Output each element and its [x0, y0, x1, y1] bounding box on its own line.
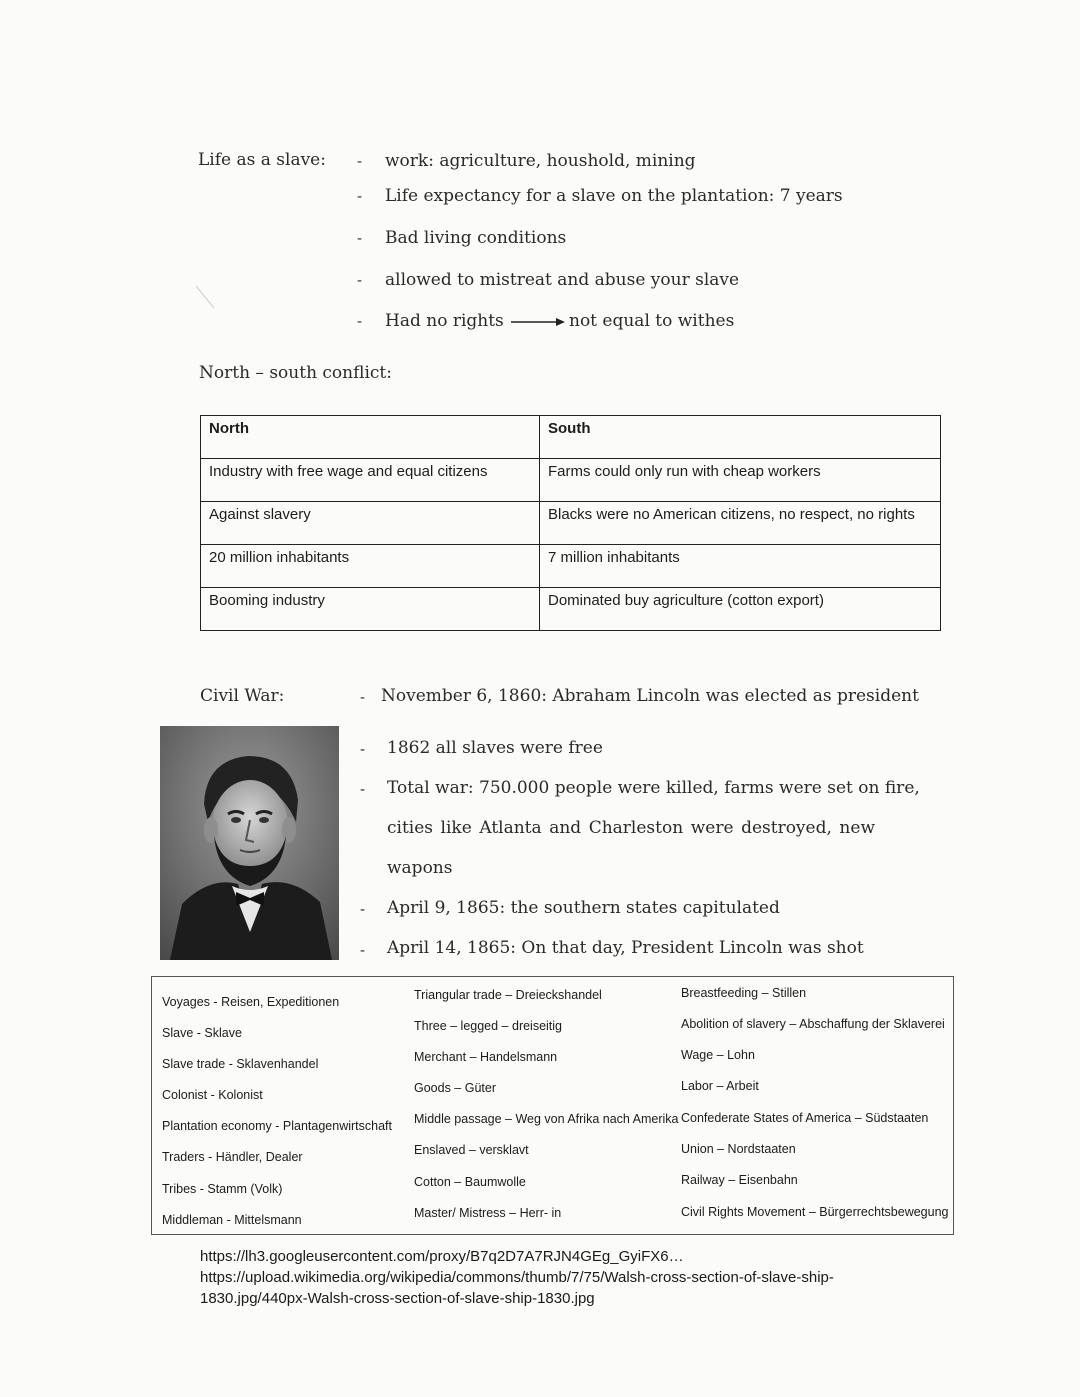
- vocab-item: Wage – Lohn: [681, 1048, 755, 1062]
- civil-war-item: April 14, 1865: On that day, President Lincoln was shot: [387, 938, 864, 958]
- source-link[interactable]: https://lh3.googleusercontent.com/proxy/B7q2D7A7RJN4GEg_GyiFX6…: [200, 1248, 684, 1265]
- table-cell-north: Against slavery: [209, 506, 311, 523]
- lincoln-portrait: [160, 726, 339, 960]
- table-header-south: South: [539, 416, 940, 458]
- table-cell-south: 7 million inhabitants: [539, 545, 940, 587]
- life-item: Life expectancy for a slave on the plantation: 7 years: [385, 186, 843, 206]
- life-item: Had no rights: [385, 311, 504, 331]
- vocab-item: Merchant – Handelsmann: [414, 1050, 558, 1064]
- table-cell-north: Industry with free wage and equal citizens: [209, 463, 488, 480]
- vocab-item: Union – Nordstaaten: [681, 1142, 796, 1156]
- bullet-dash: -: [357, 271, 363, 289]
- civil-war-heading: Civil War:: [200, 686, 285, 706]
- table-cell-south: Dominated buy agriculture (cotton export): [539, 588, 940, 631]
- bullet-dash: -: [360, 900, 366, 918]
- vocabulary-box: [151, 976, 954, 1235]
- life-arrow-text: not equal to withes: [569, 311, 735, 331]
- life-item: allowed to mistreat and abuse your slave: [385, 270, 740, 290]
- table-header-row: [201, 416, 940, 459]
- vocab-item: Civil Rights Movement – Bürgerrechtsbewegung: [681, 1205, 949, 1219]
- table-header-north: North: [209, 420, 249, 437]
- bullet-dash: -: [357, 187, 363, 205]
- life-item: Bad living conditions: [385, 228, 567, 248]
- table-row: [201, 459, 940, 502]
- table-cell-south: Blacks were no American citizens, no respect, no rights: [539, 502, 940, 544]
- source-links: [200, 1246, 834, 1309]
- table-cell-north: Booming industry: [209, 592, 325, 609]
- life-heading: Life as a slave:: [198, 150, 326, 170]
- civil-war-item: 1862 all slaves were free: [387, 738, 603, 758]
- vocab-item: Breastfeeding – Stillen: [681, 986, 807, 1000]
- life-item: work: agriculture, houshold, mining: [385, 151, 696, 171]
- vocab-item: Three – legged – dreiseitig: [414, 1019, 563, 1033]
- bullet-dash: -: [357, 152, 363, 170]
- vocab-item: Cotton – Baumwolle: [414, 1175, 526, 1189]
- conflict-table: [200, 415, 941, 631]
- civil-war-item-continued: cities like Atlanta and Charleston were destroyed, new: [387, 818, 875, 838]
- vocab-item: Tribes - Stamm (Volk): [162, 1182, 283, 1196]
- vocab-item: Railway – Eisenbahn: [681, 1173, 798, 1187]
- vocab-item: Confederate States of America – Südstaaten: [681, 1111, 929, 1125]
- table-cell-north: 20 million inhabitants: [209, 549, 350, 566]
- civil-war-item: April 9, 1865: the southern states capitulated: [387, 898, 780, 918]
- vocab-item: Traders - Händler, Dealer: [162, 1150, 303, 1164]
- vocab-item: Triangular trade – Dreieckshandel: [414, 988, 602, 1002]
- vocab-item: Slave - Sklave: [162, 1026, 242, 1040]
- source-link[interactable]: https://upload.wikimedia.org/wikipedia/commons/thumb/7/75/Walsh-cross-section-of-slave-ship-: [200, 1269, 834, 1286]
- bullet-dash: -: [360, 740, 366, 758]
- vocab-item: Master/ Mistress – Herr- in: [414, 1206, 562, 1220]
- table-row: [201, 588, 940, 631]
- vocab-item: Goods – Güter: [414, 1081, 496, 1095]
- civil-war-item: November 6, 1860: Abraham Lincoln was elected as president: [381, 686, 919, 706]
- table-row: [201, 545, 940, 588]
- vocab-item: Middle passage – Weg von Afrika nach Amerika: [414, 1112, 679, 1126]
- bullet-dash: -: [357, 312, 363, 330]
- vocab-item: Abolition of slavery – Abschaffung der Sklaverei: [681, 1017, 945, 1031]
- vocab-item: Middleman - Mittelsmann: [162, 1213, 302, 1227]
- bullet-dash: -: [360, 941, 366, 959]
- table-cell-south: Farms could only run with cheap workers: [539, 459, 940, 501]
- vocab-item: Slave trade - Sklavenhandel: [162, 1057, 319, 1071]
- vocab-item: Plantation economy - Plantagenwirtschaft: [162, 1119, 392, 1133]
- vocab-item: Enslaved – versklavt: [414, 1143, 529, 1157]
- bullet-dash: -: [360, 780, 366, 798]
- vocab-item: Colonist - Kolonist: [162, 1088, 263, 1102]
- conflict-heading: North – south conflict:: [199, 363, 392, 383]
- pencil-mark: [194, 284, 218, 312]
- right-arrow-icon: [510, 315, 566, 329]
- civil-war-item-continued: wapons: [387, 858, 453, 878]
- civil-war-item: Total war: 750.000 people were killed, farms were set on fire,: [387, 778, 920, 798]
- table-row: [201, 502, 940, 545]
- source-link[interactable]: 1830.jpg/440px-Walsh-cross-section-of-slave-ship-1830.jpg: [200, 1290, 595, 1307]
- vocab-item: Labor – Arbeit: [681, 1079, 759, 1093]
- bullet-dash: -: [357, 229, 363, 247]
- bullet-dash: -: [360, 688, 366, 706]
- vocab-item: Voyages - Reisen, Expeditionen: [162, 995, 340, 1009]
